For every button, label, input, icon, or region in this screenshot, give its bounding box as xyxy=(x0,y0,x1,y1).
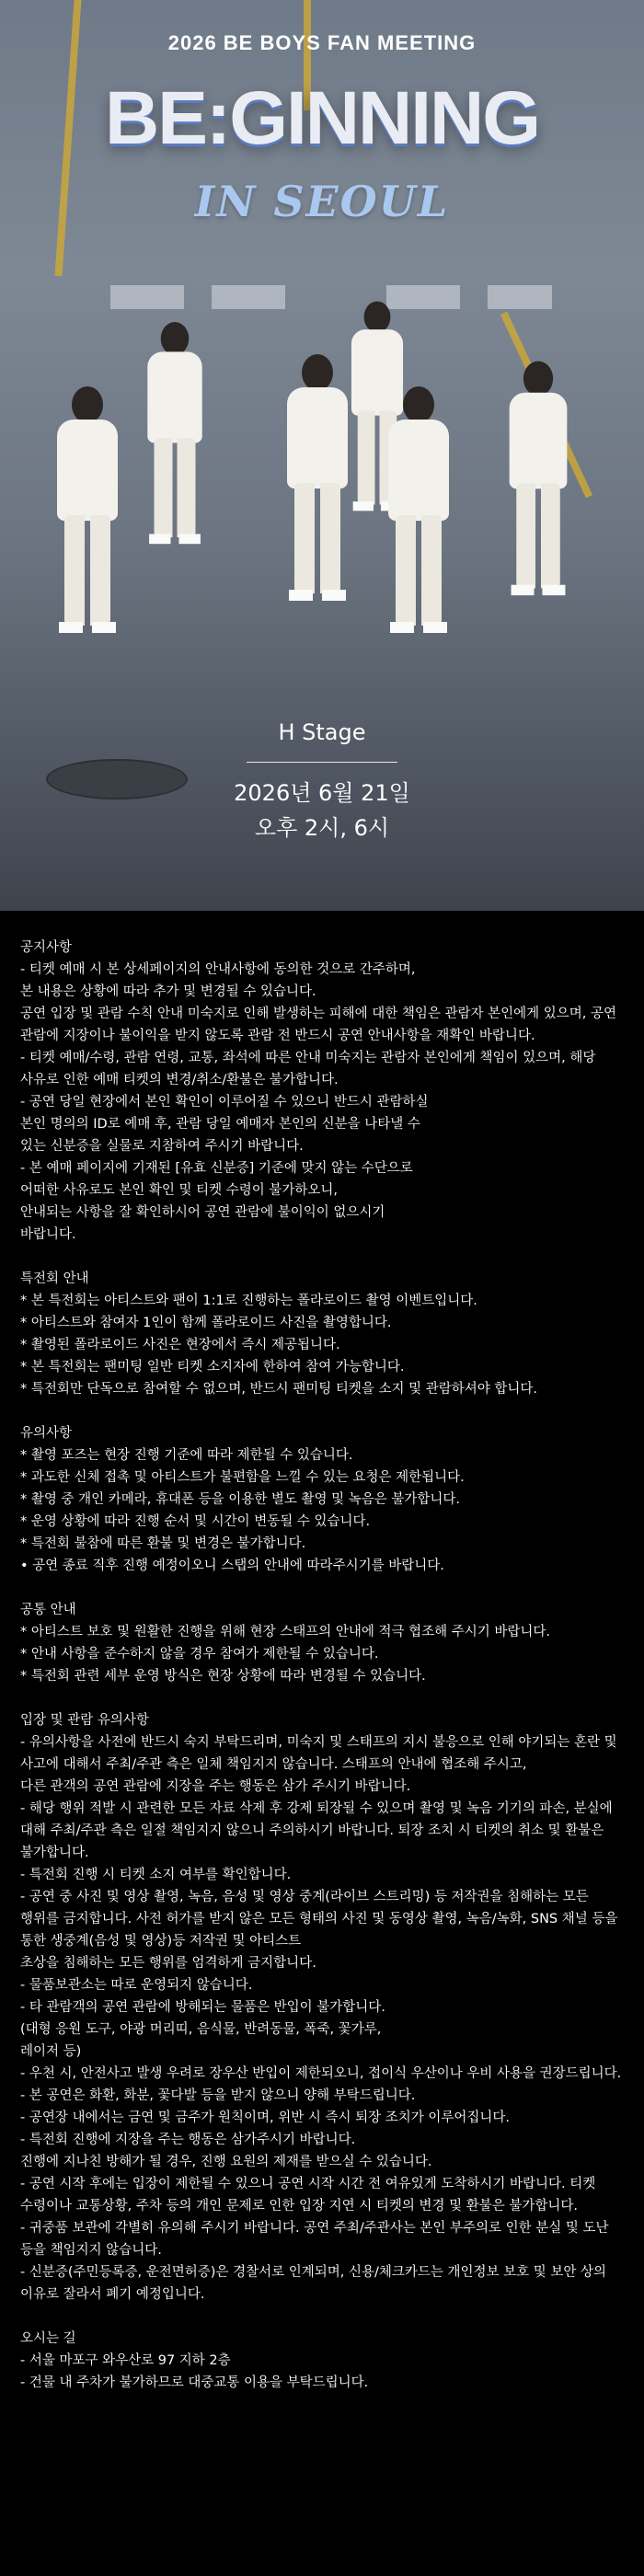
member-figure xyxy=(490,362,587,624)
notice-section xyxy=(20,1599,624,1687)
event-date: 2026년 6월 21일 xyxy=(234,780,410,806)
notice-line: - 건물 내 주차가 불가하므로 대중교통 이용을 부탁드립니다. xyxy=(20,2375,369,2390)
notice-line: * 특전회 불참에 따른 환불 및 변경은 불가합니다. xyxy=(20,1536,306,1551)
section-heading: 공지사항 xyxy=(20,940,73,955)
venue-name: H Stage xyxy=(278,719,366,745)
poster-title: BE:GINNING xyxy=(105,76,539,160)
notice-line: - 티켓 예매 시 본 상세페이지의 안내사항에 동의한 것으로 간주하며, xyxy=(20,962,416,977)
notice-line: - 공연장 내에서는 금연 및 금주가 원칙이며, 위반 시 즉시 퇴장 조치가 이루어집니다. xyxy=(20,2110,510,2125)
notice-line: - 본 공연은 화환, 화분, 꽃다발 등을 받지 않으니 양해 부탁드립니다. xyxy=(20,2088,416,2103)
notice-line: 본 내용은 상황에 따라 추가 및 변경될 수 있습니다. xyxy=(20,984,316,999)
notice-section xyxy=(20,1268,624,1400)
notice-line: * 본 특전회는 팬미팅 일반 티켓 소지자에 한하여 참여 가능합니다. xyxy=(20,1360,405,1374)
event-name: 2026 BE BOYS FAN MEETING xyxy=(167,31,477,54)
notice-line: * 촬영 포즈는 현장 진행 기준에 따라 제한될 수 있습니다. xyxy=(20,1448,353,1463)
notice-line: - 특전회 진행에 지장을 주는 행동은 삼가주시기 바랍니다. xyxy=(20,2133,356,2147)
notice-line: - 우천 시, 안전사고 발생 우려로 장우산 반입이 제한되오니, 접이식 우산이나 우비 사용을 권장드립니다. xyxy=(20,2066,622,2081)
notice-line: - 공연 중 사진 및 영상 촬영, 녹음, 음성 및 영상 중계(라이브 스트리밍) 등 저작권을 침해하는 모든 행위를 금지합니다. 사전 허가를 받지 않은 모든 형태의 사진 및 동영상 촬영, 녹음/녹화, SNS 채널 등을 통한 생중계(음성 및 영상)등 저작권 및 아티스트 xyxy=(20,1890,622,1949)
notice-line: - 본 예매 페이지에 기재된 [유효 신분증] 기준에 맞지 않는 수단으로 xyxy=(20,1161,413,1176)
notice-body xyxy=(0,911,644,2394)
notice-line: 다른 관객의 공연 관람에 지장을 주는 행동은 삼가 주시기 바랍니다. xyxy=(20,1779,411,1794)
crosswalk-stripe xyxy=(212,285,285,309)
notice-line: 바랍니다. xyxy=(20,1227,76,1242)
notice-line: * 특전회 관련 세부 운영 방식은 현장 상황에 따라 변경될 수 있습니다. xyxy=(20,1669,426,1684)
divider xyxy=(247,762,397,763)
notice-line: - 특전회 진행 시 티켓 소지 여부를 확인합니다. xyxy=(20,1868,292,1882)
notice-line: - 해당 행위 적발 시 관련한 모든 자료 삭제 후 강제 퇴장될 수 있으며 촬영 및 녹음 기기의 파손, 분실에 대해 주최/주관 측은 일절 책임지지 않으니 주의하시기 바랍니다. 퇴장 조치 시 티켓의 취소 및 환불은 불가합니다. xyxy=(20,1801,617,1860)
notice-line: 공연 입장 및 관람 수칙 안내 미숙지로 인해 발생하는 피해에 대한 책임은 관람자 본인에게 있으며, 공연 관람에 지장이나 불이익을 받지 않도록 관람 전 반드시 공연 안내사항을 재확인 바랍니다. xyxy=(20,1006,621,1043)
notice-line: - 공연 시작 후에는 입장이 제한될 수 있으니 공연 시작 시간 전 여유있게 도착하시기 바랍니다. 티켓 수령이나 교통상황, 주차 등의 개인 문제로 인한 입장 지연 시 티켓의 변경 및 환불은 불가합니다. xyxy=(20,2177,600,2214)
notice-line: * 촬영된 폴라로이드 사진은 현장에서 즉시 제공됩니다. xyxy=(20,1338,340,1352)
member-figure xyxy=(368,386,469,662)
section-heading: 특전회 안내 xyxy=(20,1271,89,1286)
notice-line: - 신분증(주민등록증, 운전면허증)은 경찰서로 인계되며, 신용/체크카드는 개인정보 보호 및 보안 상의 이유로 잘라서 폐기 예정입니다. xyxy=(20,2265,611,2302)
notice-line: * 특전회만 단독으로 참여할 수 없으며, 반드시 팬미팅 티켓을 소지 및 관람하셔야 합니다. xyxy=(20,1382,538,1397)
notice-section xyxy=(20,937,624,1246)
notice-line: - 유의사항을 사전에 반드시 숙지 부탁드리며, 미숙지 및 스태프의 지시 불응으로 인해 야기되는 혼란 및 사고에 대해서 주최/주관 측은 일체 책임지지 않습니다. 스태프의 안내에 협조해 주시고, xyxy=(20,1735,622,1772)
notice-section xyxy=(20,1709,624,2306)
section-heading: 입장 및 관람 유의사항 xyxy=(20,1713,149,1728)
notice-line: * 아티스트와 참여자 1인이 함께 폴라로이드 사진을 촬영합니다. xyxy=(20,1316,392,1330)
poster-subtitle: IN SEOUL xyxy=(194,177,450,226)
notice-line: - 서울 마포구 와우산로 97 지하 2층 xyxy=(20,2353,231,2368)
event-poster xyxy=(0,0,644,911)
notice-line: * 아티스트 보호 및 원활한 진행을 위해 현장 스태프의 안내에 적극 협조해 주시기 바랍니다. xyxy=(20,1625,551,1639)
notice-section xyxy=(20,2328,624,2394)
member-figure xyxy=(130,322,221,570)
section-heading: 오시는 길 xyxy=(20,2331,76,2346)
section-heading: 공통 안내 xyxy=(20,1603,76,1617)
notice-line: 초상을 침해하는 모든 행위를 엄격하게 금지합니다. xyxy=(20,1956,316,1971)
notice-line: 레이저 등) xyxy=(20,2044,82,2059)
notice-line: - 티켓 예매/수령, 관람 연령, 교통, 좌석에 따른 안내 미숙지는 관람자 본인에게 책임이 있으며, 해당 사유로 인한 예매 티켓의 변경/취소/환불은 불가합니다. xyxy=(20,1051,600,1087)
notice-line: 있는 신분증을 실물로 지참하여 주시기 바랍니다. xyxy=(20,1139,304,1154)
notice-line: * 본 특전회는 아티스트와 팬이 1:1로 진행하는 폴라로이드 촬영 이벤트입니다. xyxy=(20,1294,477,1308)
notice-line: 어떠한 사유로도 본인 확인 및 티켓 수령이 불가하오니, xyxy=(20,1183,339,1198)
notice-line: - 타 관람객의 공연 관람에 방해되는 물품은 반입이 불가합니다. xyxy=(20,2000,385,2015)
notice-line: - 공연 당일 현장에서 본인 확인이 이루어질 수 있으니 반드시 관람하실 xyxy=(20,1095,429,1110)
notice-line: 안내되는 사항을 잘 확인하시어 공연 관람에 불이익이 없으시기 xyxy=(20,1205,385,1220)
event-time: 오후 2시, 6시 xyxy=(254,815,390,841)
notice-line: * 안내 사항을 준수하지 않을 경우 참여가 제한될 수 있습니다. xyxy=(20,1647,379,1662)
notice-line: • 공연 종료 직후 진행 예정이오니 스탭의 안내에 따라주시기를 바랍니다. xyxy=(20,1558,444,1573)
notice-line: (대형 응원 도구, 야광 머리띠, 음식물, 반려동물, 폭죽, 꽃가루, xyxy=(20,2022,382,2037)
notice-section xyxy=(20,1422,624,1577)
notice-line: * 촬영 중 개인 카메라, 휴대폰 등을 이용한 별도 촬영 및 녹음은 불가합니다. xyxy=(20,1492,460,1507)
notice-line: * 과도한 신체 접촉 및 아티스트가 불편함을 느낄 수 있는 요청은 제한됩니다. xyxy=(20,1470,465,1485)
member-figure xyxy=(37,386,138,662)
section-heading: 유의사항 xyxy=(20,1426,73,1441)
notice-line: 진행에 지나친 방해가 될 경우, 진행 요원의 제재를 받으실 수 있습니다. xyxy=(20,2155,432,2169)
notice-line: 본인 명의의 ID로 예매 후, 관람 당일 예매자 본인의 신분을 나타낼 수 xyxy=(20,1117,420,1132)
notice-line: - 물품보관소는 따로 운영되지 않습니다. xyxy=(20,1978,253,1993)
notice-line: - 귀중품 보관에 각별히 유의해 주시기 바랍니다. 공연 주최/주관사는 본인 부주의로 인한 분실 및 도난 등을 책임지지 않습니다. xyxy=(20,2221,614,2258)
crosswalk-stripe xyxy=(488,285,552,309)
crosswalk-stripe xyxy=(110,285,184,309)
notice-line: * 운영 상황에 따라 진행 순서 및 시간이 변동될 수 있습니다. xyxy=(20,1514,371,1529)
